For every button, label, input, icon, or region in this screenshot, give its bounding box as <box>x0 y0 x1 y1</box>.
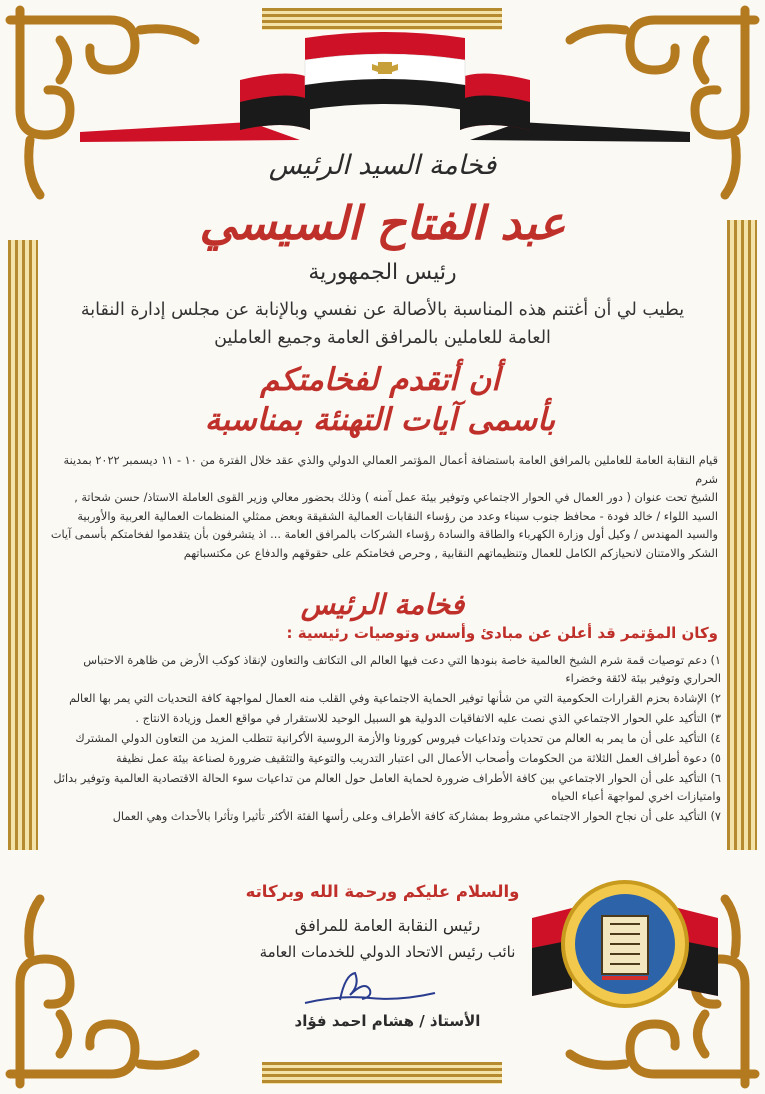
body-line: قيام النقابة العامة للعاملين بالمرافق العامة باستضافة أعمال المؤتمر العمالي الدولي والذي عقد خلال الفترة من ١٠ - ١١ ديسمبر ٢٠٢٢ بمدينة شرم <box>63 454 718 486</box>
intro-line: العامة للعاملين بالمرافق العامة وجميع العاملين <box>214 328 551 348</box>
signatory-title-2: نائب رئيس الاتحاد الدولي للخدمات العامة <box>259 943 516 961</box>
list-item: ٤) التأكيد على أن ما يمر به العالم من تحديات وتداعيات فيروس كورونا والأزمة الروسية الأكرانية تتطلب المزيد من التعاون الدولي المشترك <box>75 732 721 745</box>
closing-greeting: والسلام عليكم ورحمة الله وبركاته <box>245 882 520 901</box>
ornament-corner-icon <box>0 884 210 1094</box>
list-item: ١) دعم توصيات قمة شرم الشيخ العالمية خاصة بنودها التي دعت فيها العالم الى التكاتف والتعاون لإنقاذ كوكب الأرض من ظاهرة الاحتباس الحراري وتوفير بيئة لائقة وخضراء <box>83 654 721 685</box>
salutation: فخامة السيد الرئيس <box>268 150 497 181</box>
list-item: ٦) التأكيد على أن الحوار الاجتماعي بين كافة الأطراف ضرورة لحماية العامل حول العالم من تداعيات سوء الحالة الاقتصادية العالمية وتوفير بدائل وامتيازات اخري لمواجهة أعباء الحياه <box>53 772 721 803</box>
greeting-line: أن أتقدم لفخامتكم <box>260 362 500 398</box>
bottom-gold-border <box>262 1062 502 1084</box>
left-gold-border <box>8 240 38 850</box>
signature-mark-icon <box>300 965 440 1015</box>
body-line: والسيد المهندس / وكيل أول وزارة الكهرباء والطاقة والسادة رؤساء الشركات بالمرافق العامة ... اذ يتشرفون بأن يتقدموا لفخامتكم بأسمى آيات <box>50 528 718 541</box>
list-item: ٧) التأكيد على أن نجاح الحوار الاجتماعي مشروط بمشاركة كافة الأطراف وعلى رأسها الفئة الأكثر تأثيرا وتأثرا بالأحداث وهي العمال <box>112 810 721 823</box>
top-gold-border <box>262 8 502 30</box>
greeting-line: بأسمى آيات التهنئة بمناسبة <box>204 402 556 438</box>
conference-heading: وكان المؤتمر قد أعلن عن مبادئ وأسس وتوصيات رئيسية : <box>286 624 718 642</box>
address-heading: فخامة الرئيس <box>300 588 465 621</box>
intro-line: يطيب لي أن أغتنم هذه المناسبة بالأصالة عن نفسي وبالإنابة عن مجلس إدارة النقابة <box>80 300 685 320</box>
signatory-name: الأستاذ / هشام احمد فؤاد <box>294 1012 481 1030</box>
recipient-name: عبد الفتاح السيسي <box>199 196 566 250</box>
greeting-heading <box>120 360 640 440</box>
intro-paragraph <box>50 296 715 352</box>
recommendations-list <box>46 652 721 828</box>
recipient-role: رئيس الجمهورية <box>308 260 457 285</box>
body-line: السيد اللواء / خالد فودة - محافظ جنوب سيناء وعدد من رؤساء النقابات العمالية الشقيقة وبعض ممثلي المنظمات العمالية العربية والأوربية <box>77 509 718 523</box>
right-gold-border <box>727 220 757 850</box>
list-item: ٣) التأكيد علي الحوار الاجتماعي الذي نصت عليه الاتفاقيات الدولية هو السبيل الوحيد للاستقرار في مواقع العمل وزيادة الانتاج . <box>135 712 721 725</box>
signatory-title-1: رئيس النقابة العامة للمرافق <box>294 916 481 935</box>
list-item: ٢) الإشادة بحزم القرارات الحكومية التي من شأنها توفير الحماية الاجتماعية وفي القلب منه العمال لمواجهة كافة التحديات التي يمر بها العالم <box>69 692 721 705</box>
list-item: ٥) دعوة أطراف العمل الثلاثة من الحكومات وأصحاب الأعمال الى اعتبار التدريب والتوعية والتثقيف ضرورة لصناعة بيئة عمل نظيفة <box>115 752 721 765</box>
occasion-paragraph <box>48 452 718 563</box>
body-line: الشيخ تحت عنوان ( دور العمال في الحوار الاجتماعي وتوفير بيئة عمل آمنه ) وذلك بحضور معالي وزير القوى العاملة الاستاذ/ حسن شحاتة , <box>74 491 718 504</box>
union-seal-icon <box>532 878 718 1010</box>
body-line: الشكر والامتنان لانحيازكم الكامل للعمال وتنظيماتهم النقابية , وحرص فخامتكم على حقوقهم والدفاع عن مكتسباتهم <box>183 546 718 560</box>
egypt-flag-ribbon-icon <box>80 30 690 150</box>
